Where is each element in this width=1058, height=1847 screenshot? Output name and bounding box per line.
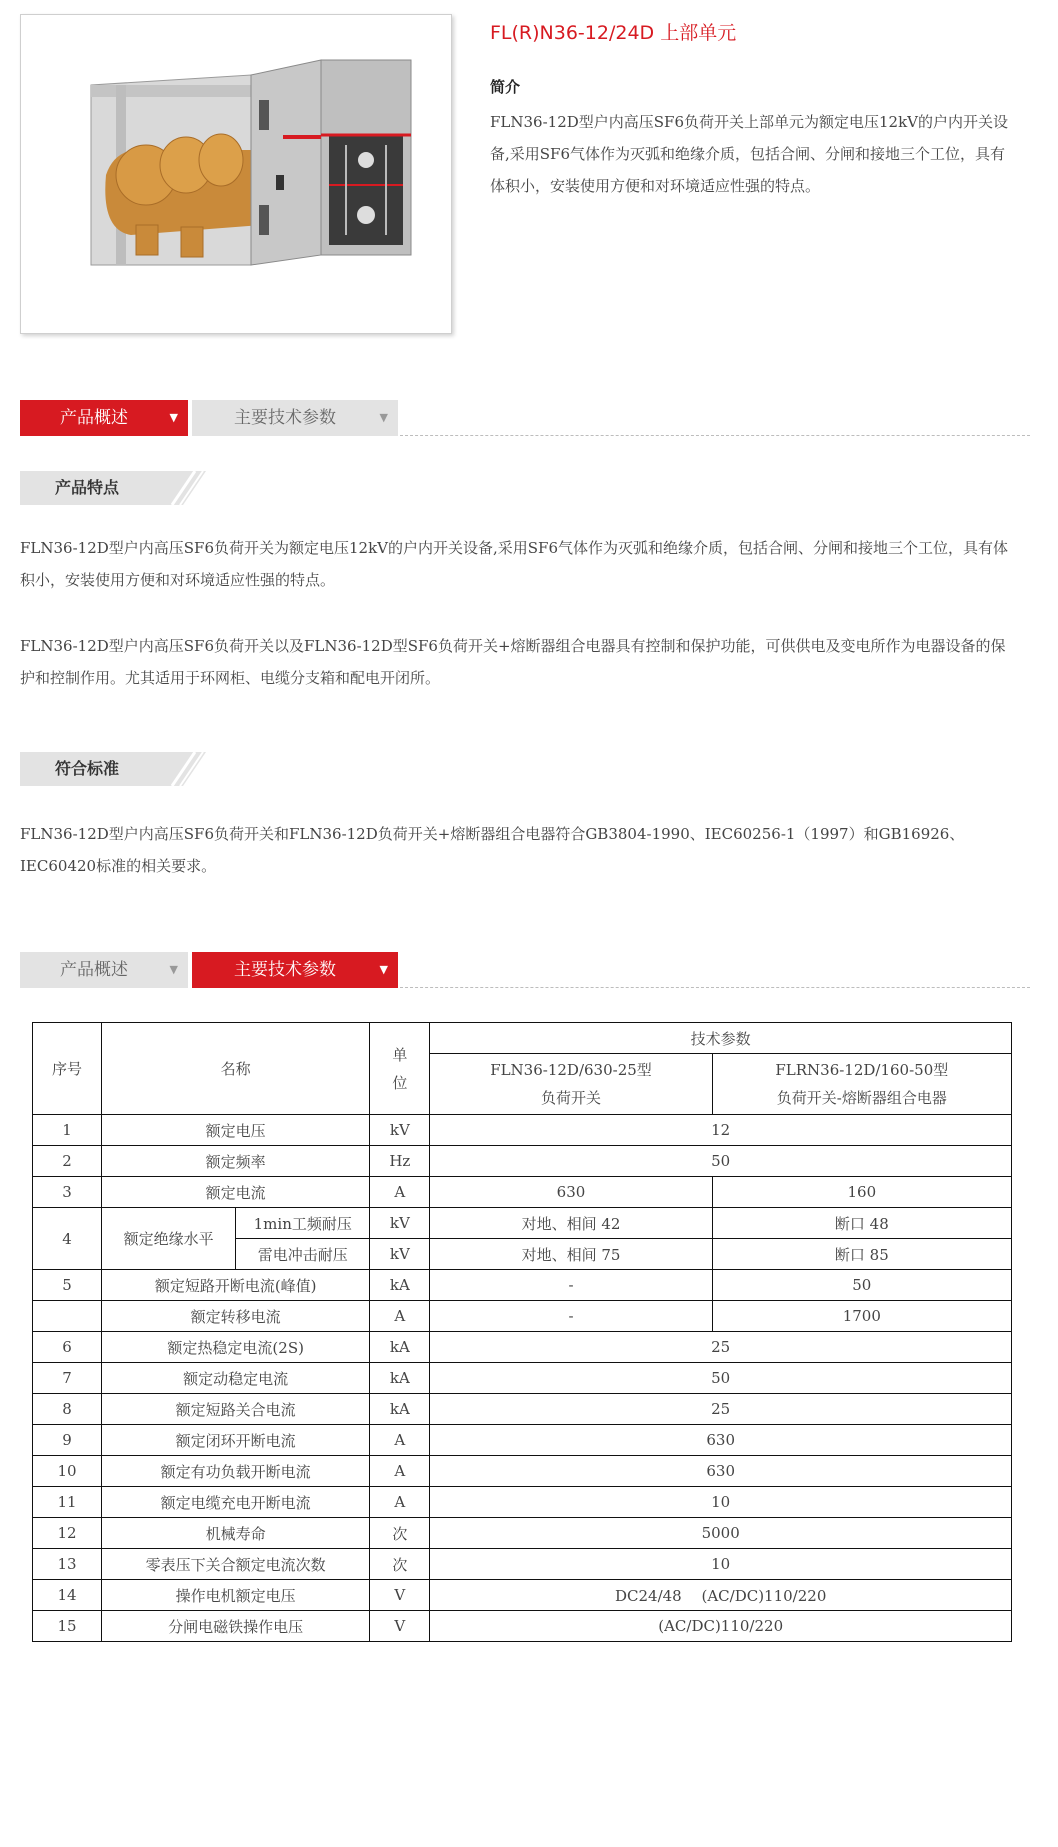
product-image-frame [20,14,452,334]
features-paragraph-1: FLN36-12D型户内高压SF6负荷开关为额定电压12kV的户内开关设备,采用SF6气体作为灭弧和绝缘介质，包括合闸、分闸和接地三个工位，具有体积小，安装使用方便和对环境适应性强的特点。 [20,539,1008,589]
table-row: 1 额定电压 kV 12 [33,1115,1012,1146]
tab-params[interactable] [192,952,398,988]
header-unit: 单位 [370,1023,430,1115]
table-row: 额定转移电流 A - 1700 [33,1301,1012,1332]
intro-heading: 简介 [490,78,521,96]
tab-overview[interactable] [20,400,188,436]
chevron-down-icon: ▼ [379,411,388,424]
table-row: 7 额定动稳定电流 kA 50 [33,1363,1012,1394]
table-row: 11 额定电缆充电开断电流 A 10 [33,1487,1012,1518]
standards-paragraph: FLN36-12D型户内高压SF6负荷开关和FLN36-12D负荷开关+熔断器组合电器符合GB3804-1990、IEC60256-1（1997）和GB16926、IEC60420标准的相关要求。 [20,825,965,875]
header-col2: FLRN36-12D/160-50型 负荷开关-熔断器组合电器 [712,1054,1011,1115]
product-image [21,15,451,333]
chevron-down-icon: ▼ [169,963,178,976]
table-row: 4 额定绝缘水平 1min工频耐压 kV 对地、相间 42 断口 48 [33,1208,1012,1239]
features-heading: 产品特点 [55,478,120,497]
tab-overview-label: 产品概述 [60,408,128,428]
table-row: 6 额定热稳定电流(2S) kA 25 [33,1332,1012,1363]
tab-bar-rule [400,435,1030,436]
table-row: 雷电冲击耐压 kV 对地、相间 75 断口 85 [33,1239,1012,1270]
spec-table [32,1022,1012,1642]
intro-text: FLN36-12D型户内高压SF6负荷开关上部单元为额定电压12kV的户内开关设备,采用SF6气体作为灭弧和绝缘介质，包括合闸、分闸和接地三个工位，具有体积小，安装使用方便和对环境适应性强的特点。 [490,113,1009,195]
table-header-row [33,1023,1012,1054]
standards-heading: 符合标准 [55,759,120,778]
tab-overview[interactable] [20,952,188,988]
table-row: 8 额定短路关合电流 kA 25 [33,1394,1012,1425]
table-row: 5 额定短路开断电流(峰值) kA - 50 [33,1270,1012,1301]
tab-overview-label: 产品概述 [60,960,128,980]
tab-bar-params [20,952,1030,988]
table-row: 9 额定闭环开断电流 A 630 [33,1425,1012,1456]
tab-bar-rule [400,987,1030,988]
table-row: 13 零表压下关合额定电流次数 次 10 [33,1549,1012,1580]
header-tech: 技术参数 [430,1023,1012,1054]
features-paragraph-2: FLN36-12D型户内高压SF6负荷开关以及FLN36-12D型SF6负荷开关+熔断器组合电器具有控制和保护功能，可供供电及变电所作为电器设备的保护和控制作用。尤其适用于环网柜、电缆分支箱和配电开闭所。 [20,637,1006,687]
header-col1: FLN36-12D/630-25型 负荷开关 [430,1054,712,1115]
section-heading-standards [20,752,206,786]
chevron-down-icon: ▼ [379,963,388,976]
table-row: 12 机械寿命 次 5000 [33,1518,1012,1549]
chevron-down-icon: ▼ [169,411,178,424]
tab-params-label: 主要技术参数 [234,960,336,980]
table-row: 15 分闸电磁铁操作电压 V (AC/DC)110/220 [33,1611,1012,1642]
tab-params[interactable] [192,400,398,436]
table-row: 2 额定频率 Hz 50 [33,1146,1012,1177]
product-title: FL(R)N36-12/24D 上部单元 [490,22,737,44]
table-row: 3 额定电流 A 630 160 [33,1177,1012,1208]
header-seq: 序号 [33,1023,102,1115]
tab-bar-overview [20,400,1030,436]
tab-params-label: 主要技术参数 [234,408,336,428]
section-heading-features [20,471,206,505]
table-row: 10 额定有功负载开断电流 A 630 [33,1456,1012,1487]
header-name: 名称 [102,1023,370,1115]
table-row: 14 操作电机额定电压 V DC24/48 (AC/DC)110/220 [33,1580,1012,1611]
